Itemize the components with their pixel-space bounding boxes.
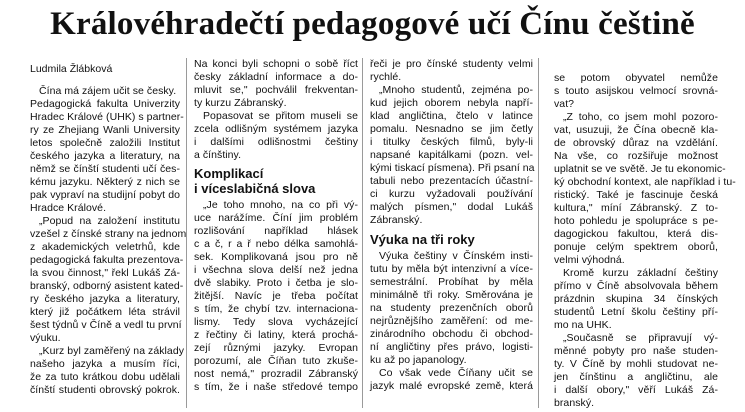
text-line: rychlé. <box>370 71 402 83</box>
text-line: branský, odborný asistent kated- <box>30 280 184 292</box>
text-line: Zábranský. <box>370 214 423 226</box>
text-line: z řečtiny či latiny, která prochá- <box>194 329 358 341</box>
column-3 <box>370 58 533 393</box>
subhead-komplikaci: Komplikací <box>194 166 264 181</box>
text-line: vat? <box>554 98 575 110</box>
text-line: který již počátkem léta strávil <box>30 306 180 318</box>
text-line: ci kurzu vyžadovali používání <box>370 188 533 200</box>
text-line: že za tuto krátkou dobu udělali <box>30 371 180 383</box>
text-line: Na vše, co rozšiřuje možnost <box>554 150 718 162</box>
col1-text <box>30 85 187 397</box>
column-1 <box>30 85 187 397</box>
text-line: vat, usuzuji, že Čína obecně kla- <box>554 124 718 136</box>
text-line: českého jazyka a literatury, na <box>30 150 180 162</box>
text-line: letos společně založili Institut <box>30 137 180 149</box>
text-line: porozumí, ale Číňan tuto zkuše- <box>194 355 358 367</box>
byline: Ludmila Žlábková <box>30 63 113 75</box>
text-line: klad angličtina, čtelo v latince <box>370 110 533 122</box>
text-line: kými tiskací písmena). Při psaní na <box>370 162 535 174</box>
text-line: mluvit se," pochválil frekventan- <box>194 84 358 96</box>
text-line: i dalšími odlišnostmi češtiny <box>194 136 358 148</box>
text-line: i všechna slova delší než jedna <box>194 264 358 276</box>
subhead-viceslabicna: i víceslabičná slova <box>194 181 316 196</box>
text-line: čínští studenti obrovský pokrok. <box>30 384 180 396</box>
text-line: i titulky českých filmů, byly-li <box>370 136 533 148</box>
text-line: měnné pobyty pro naše studen- <box>554 345 718 357</box>
column-4 <box>554 72 736 410</box>
text-line: tutu by měla být intenzivní a více- <box>370 263 533 275</box>
text-line: c a č, r a ř nebo délka samohlá- <box>194 238 358 250</box>
text-line: Výuka češtiny v Čínském insti- <box>379 250 533 262</box>
text-line: „Kurz byl zaměřený na základy <box>39 345 185 357</box>
text-line: pak vypraví na studijní pobyt do <box>30 189 180 201</box>
column-divider <box>186 58 187 408</box>
text-line: ry ze Zhejiang Wanli University <box>30 124 180 136</box>
text-line: semestrální. Probíhat by měla <box>370 276 533 288</box>
text-line: a čínštiny. <box>194 149 242 161</box>
text-line: ponuje celým spektrem oborů, <box>554 241 718 253</box>
text-line: Čína má zájem učit se česky. <box>39 85 177 97</box>
text-line: žitější. Navíc je třeba počítat <box>194 290 358 302</box>
text-line: ristický. Také je fascinuje česká <box>554 189 718 201</box>
text-line: la svou činnost," řekl Lukáš Zá- <box>30 267 180 279</box>
text-line: malých písmen," dodal Lukáš <box>370 201 533 213</box>
text-line: „Je toho mnoho, na co při vý- <box>203 199 358 211</box>
text-line: minimálně tři roky. Směrována je <box>370 289 533 301</box>
text-line: ty kurzu Zábranský. <box>194 97 287 109</box>
col3a-text <box>370 58 533 227</box>
text-line: na studenty prezenčních oborů <box>370 302 533 314</box>
text-line: jazyk malé evropské země, která <box>370 380 533 392</box>
text-line: ní angličtiny přes právo, logisti- <box>370 341 533 353</box>
text-line: z akademických veletrhů, kde <box>30 241 180 253</box>
text-line: Popasovat se přitom museli se <box>203 110 358 122</box>
text-line: „Současně se připravují vý- <box>563 332 718 344</box>
text-line: Pedagogická fakulta Univerzity <box>30 98 180 110</box>
text-line: rozlišování například hlásek <box>194 225 358 237</box>
text-line: uce narážíme. Číní jim problém <box>194 212 358 224</box>
text-line: se potom obyvatel nemůže <box>554 72 718 84</box>
text-line: ty. V Číně by mohli studovat ne- <box>554 358 718 370</box>
text-line: s tím, že i naše středové tempo <box>194 381 358 393</box>
text-line: zcela odlišným systémem jazyka <box>194 123 358 135</box>
text-line: kultura," míní Zábranský. Z to- <box>554 202 718 214</box>
text-line: s touto asijskou velmocí srovná- <box>554 85 718 97</box>
text-line: výuku. <box>30 332 61 344</box>
column-divider <box>362 58 363 408</box>
col2a-text <box>194 58 358 162</box>
text-line: Hradec Králové (UHK) s partner- <box>30 111 184 123</box>
text-line: kému jazyku. Některý z nich se <box>30 176 180 188</box>
text-line: de obrovský důraz na vzdělání. <box>554 137 718 149</box>
text-line: studentů Letní školu češtiny pří- <box>554 306 718 318</box>
text-line: zejí různými jazyky. Evropan <box>194 342 358 354</box>
text-line: napsané kapitálkami (pozn. vel- <box>370 149 533 161</box>
text-line: Na konci byli schopni o sobě říct <box>194 58 358 70</box>
text-line: Hradce Králové. <box>30 202 107 214</box>
text-line: i další obory," věří Lukáš Zá- <box>554 384 718 396</box>
text-line: ku až po japanology. <box>370 354 467 366</box>
column-2 <box>194 58 358 394</box>
text-line: tabuli nebo prezentacích účastní- <box>370 175 533 187</box>
text-line: dagogickou fakultou, která dis- <box>554 228 718 240</box>
text-line: sek. Komplikovaná jsou pro ně <box>194 251 358 263</box>
col2b-text <box>194 199 358 394</box>
text-line: pomalu. Nesnadno se jim četly <box>370 123 533 135</box>
text-line: mo na UHK. <box>554 319 612 331</box>
text-line: nost nemá," prozradil Zábranský <box>194 368 358 380</box>
column-divider <box>538 58 539 408</box>
text-line: přímo v Číně absolvovala během <box>554 280 718 292</box>
text-line: uplatnit se ve světě. Je tu ekonomic- <box>554 163 726 175</box>
text-line: vzešel z čínské strany na jednom <box>30 228 187 240</box>
text-line: jen čínštinu a angličtinu, ale <box>554 371 718 383</box>
text-line: lismy. Tedy slova vycházející <box>194 316 358 328</box>
text-line: „Z toho, co jsem mohl pozoro- <box>563 111 718 123</box>
text-line: velmi výhodná. <box>554 254 625 266</box>
text-line: našeho jazyka a musím říci, <box>30 358 180 370</box>
text-line: ký obchodní kontext, ale například i tu- <box>554 176 736 188</box>
text-line: hoto pohledu je spolupráce s pe- <box>554 215 718 227</box>
text-line: šest týdnů v Číně a vedl tu první <box>30 319 182 331</box>
text-line: česky základní informace a do- <box>194 71 358 83</box>
text-line: nejrůznějšího zaměření: od me- <box>370 315 533 327</box>
text-line: ry českého jazyka a literatury, <box>30 293 180 305</box>
text-line: němž se čínští studenti učí čes- <box>30 163 180 175</box>
col3b-text <box>370 250 533 393</box>
text-line: dvě slabiky. Proto i četba je slo- <box>194 277 358 289</box>
text-line: s tím, že chybí tzv. internaciona- <box>194 303 358 315</box>
subhead-vyuka: Výuka na tři roky <box>370 232 475 247</box>
text-line: řeči je pro čínské studenty velmi <box>370 58 533 70</box>
text-line: kud jejich oborem nebyla napří- <box>370 97 533 109</box>
col4-text <box>554 72 736 410</box>
text-line: pedagogická fakulta prezentova- <box>30 254 184 266</box>
text-line: branský. <box>554 397 595 409</box>
headline: Královéhradečtí pedagogové učí Čínu češtině <box>50 6 695 42</box>
text-line: prázdnin skupina 34 čínských <box>554 293 718 305</box>
text-line: zinárodního obchodu či obchod- <box>370 328 533 340</box>
text-line: Kromě kurzu základní češtiny <box>563 267 718 279</box>
text-line: „Popud na založení institutu <box>39 215 180 227</box>
text-line: „Mnoho studentů, zejména po- <box>379 84 533 96</box>
text-line: Co však vede Číňany učit se <box>379 367 533 379</box>
